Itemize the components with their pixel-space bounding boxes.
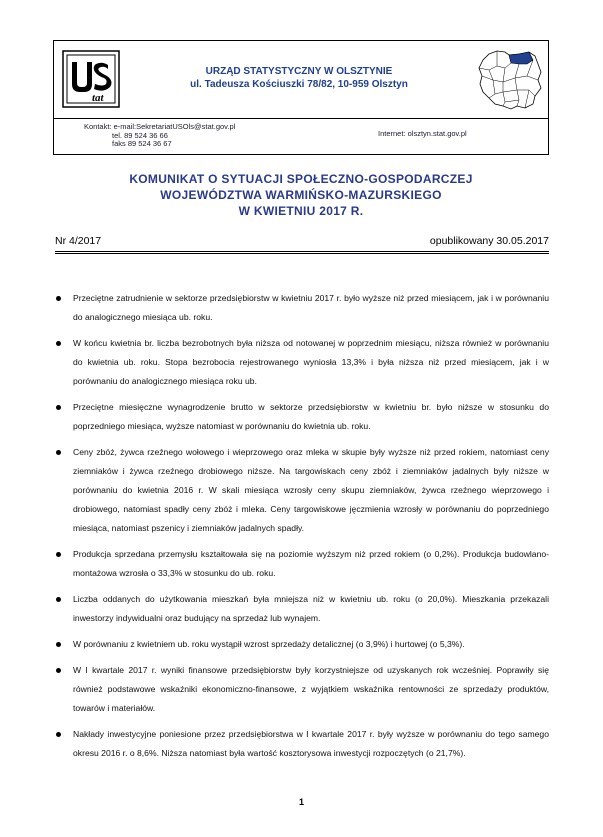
list-item: Przeciętne zatrudnienie w sektorze przedsiębiorstw w kwietniu 2017 r. było wyższe niż przed miesiącem, jak i w porównaniu do analogicznego miesiąca ub. roku. <box>52 289 549 327</box>
list-item: Nakłady inwestycyjne poniesione przez przedsiębiorstwa w I kwartale 2017 r. były wyższe w porównaniu do tego samego okresu 2016 r. o 8,6%. Niższa natomiast była wartość kosztorysowa inwestycji rozpoczętych (o 21,7%). <box>52 725 549 763</box>
office-address: ul. Tadeusza Kościuszki 78/82, 10-959 Olsztyn <box>190 79 408 90</box>
list-item: Ceny zbóż, żywca rzeźnego wołowego i wieprzowego oraz mleka w skupie były wyższe niż przed rokiem, natomiast ceny ziemniaków i żywca rzeźnego drobiowego niższe. Na targowiskach ceny zbóż i ziemniaków jadalnych były niższe w porównaniu do kwietnia 2016 r. W skali miesiąca wzrosły ceny skupu ziemniaków, żywca rzeźnego wieprzowego i drobiowego, natomiast spadły ceny zbóż i mleka. Ceny targowiskowe jęczmienia wzrosły w porównaniu do poprzedniego miesiąca, natomiast pszenicy i ziemniaków jadalnych spadły. <box>52 443 549 538</box>
us-stat-logo-icon <box>62 50 120 108</box>
list-item: W porównaniu z kwietniem ub. roku wystąpił wzrost sprzedaży detalicznej (o 3,9%) i hurtowej (o 5,3%). <box>52 635 549 654</box>
issue-number: Nr 4/2017 <box>55 235 102 247</box>
poland-map-icon <box>475 46 545 112</box>
document-title <box>53 171 549 219</box>
issue-row <box>55 233 549 252</box>
title-line-1: KOMUNIKAT O SYTUACJI SPOŁECZNO-GOSPODARCZEJ <box>129 172 473 186</box>
title-line-3: W KWIETNIU 2017 R. <box>238 204 364 218</box>
title-line-2: WOJEWÓDZTWA WARMIŃSKO-MAZURSKIEGO <box>160 188 442 202</box>
contact-block <box>84 123 235 149</box>
page-number: 1 <box>298 797 304 807</box>
contact-email: Kontakt: e-mail:SekretariatUSOls@stat.gov.pl <box>84 122 236 131</box>
list-item: Przeciętne miesięczne wynagrodzenie brutto w sektorze przedsiębiorstw w kwietniu br. było niższe w stosunku do poprzedniego miesiąca, wyższe natomiast w porównaniu do kwietnia ub. roku. <box>52 398 549 436</box>
publication-date: opublikowany 30.05.2017 <box>429 235 549 247</box>
list-item: Liczba oddanych do użytkowania mieszkań była mniejsza niż w kwietniu ub. roku (o 20,0%). Mieszkania przekazali inwestorzy indywidualni oraz budujący na sprzedaż lub wynajem. <box>52 590 549 628</box>
office-name: URZĄD STATYSTYCZNY W OLSZTYNIE <box>205 66 393 77</box>
internet-address: Internet: olsztyn.stat.gov.pl <box>378 129 467 138</box>
list-item: Produkcja sprzedana przemysłu kształtowała się na poziomie wyższym niż przed rokiem (o 0,2%). Produkcja budowlano-montażowa wzrosła o 33,3% w stosunku do ub. roku. <box>52 545 549 583</box>
issue-row-divider <box>55 253 549 254</box>
contact-tel: tel. 89 524 36 66 <box>112 130 168 140</box>
summary-list <box>52 289 549 763</box>
svg-text:tat: tat <box>92 92 104 104</box>
header-divider <box>54 118 548 119</box>
contact-fax: faks 89 524 36 67 <box>112 139 172 148</box>
list-item: W końcu kwietnia br. liczba bezrobotnych była niższa od notowanej w poprzednim miesiącu, niższa również w porównaniu do kwietnia ub. roku. Stopa bezrobocia rejestrowanego wyniosła 13,3% i była niższa niż przed miesiącem, jak i w porównaniu do analogicznego miesiąca roku ub. <box>52 334 549 391</box>
list-item: W I kwartale 2017 r. wyniki finansowe przedsiębiorstw były korzystniejsze od uzyskanych rok wcześniej. Poprawiły się również podstawowe wskaźniki ekonomiczno-finansowe, z wyjątkiem wskaźnika rentowności ze sprzedaży produktów, towarów i materiałów. <box>52 661 549 718</box>
header-frame <box>53 40 549 155</box>
